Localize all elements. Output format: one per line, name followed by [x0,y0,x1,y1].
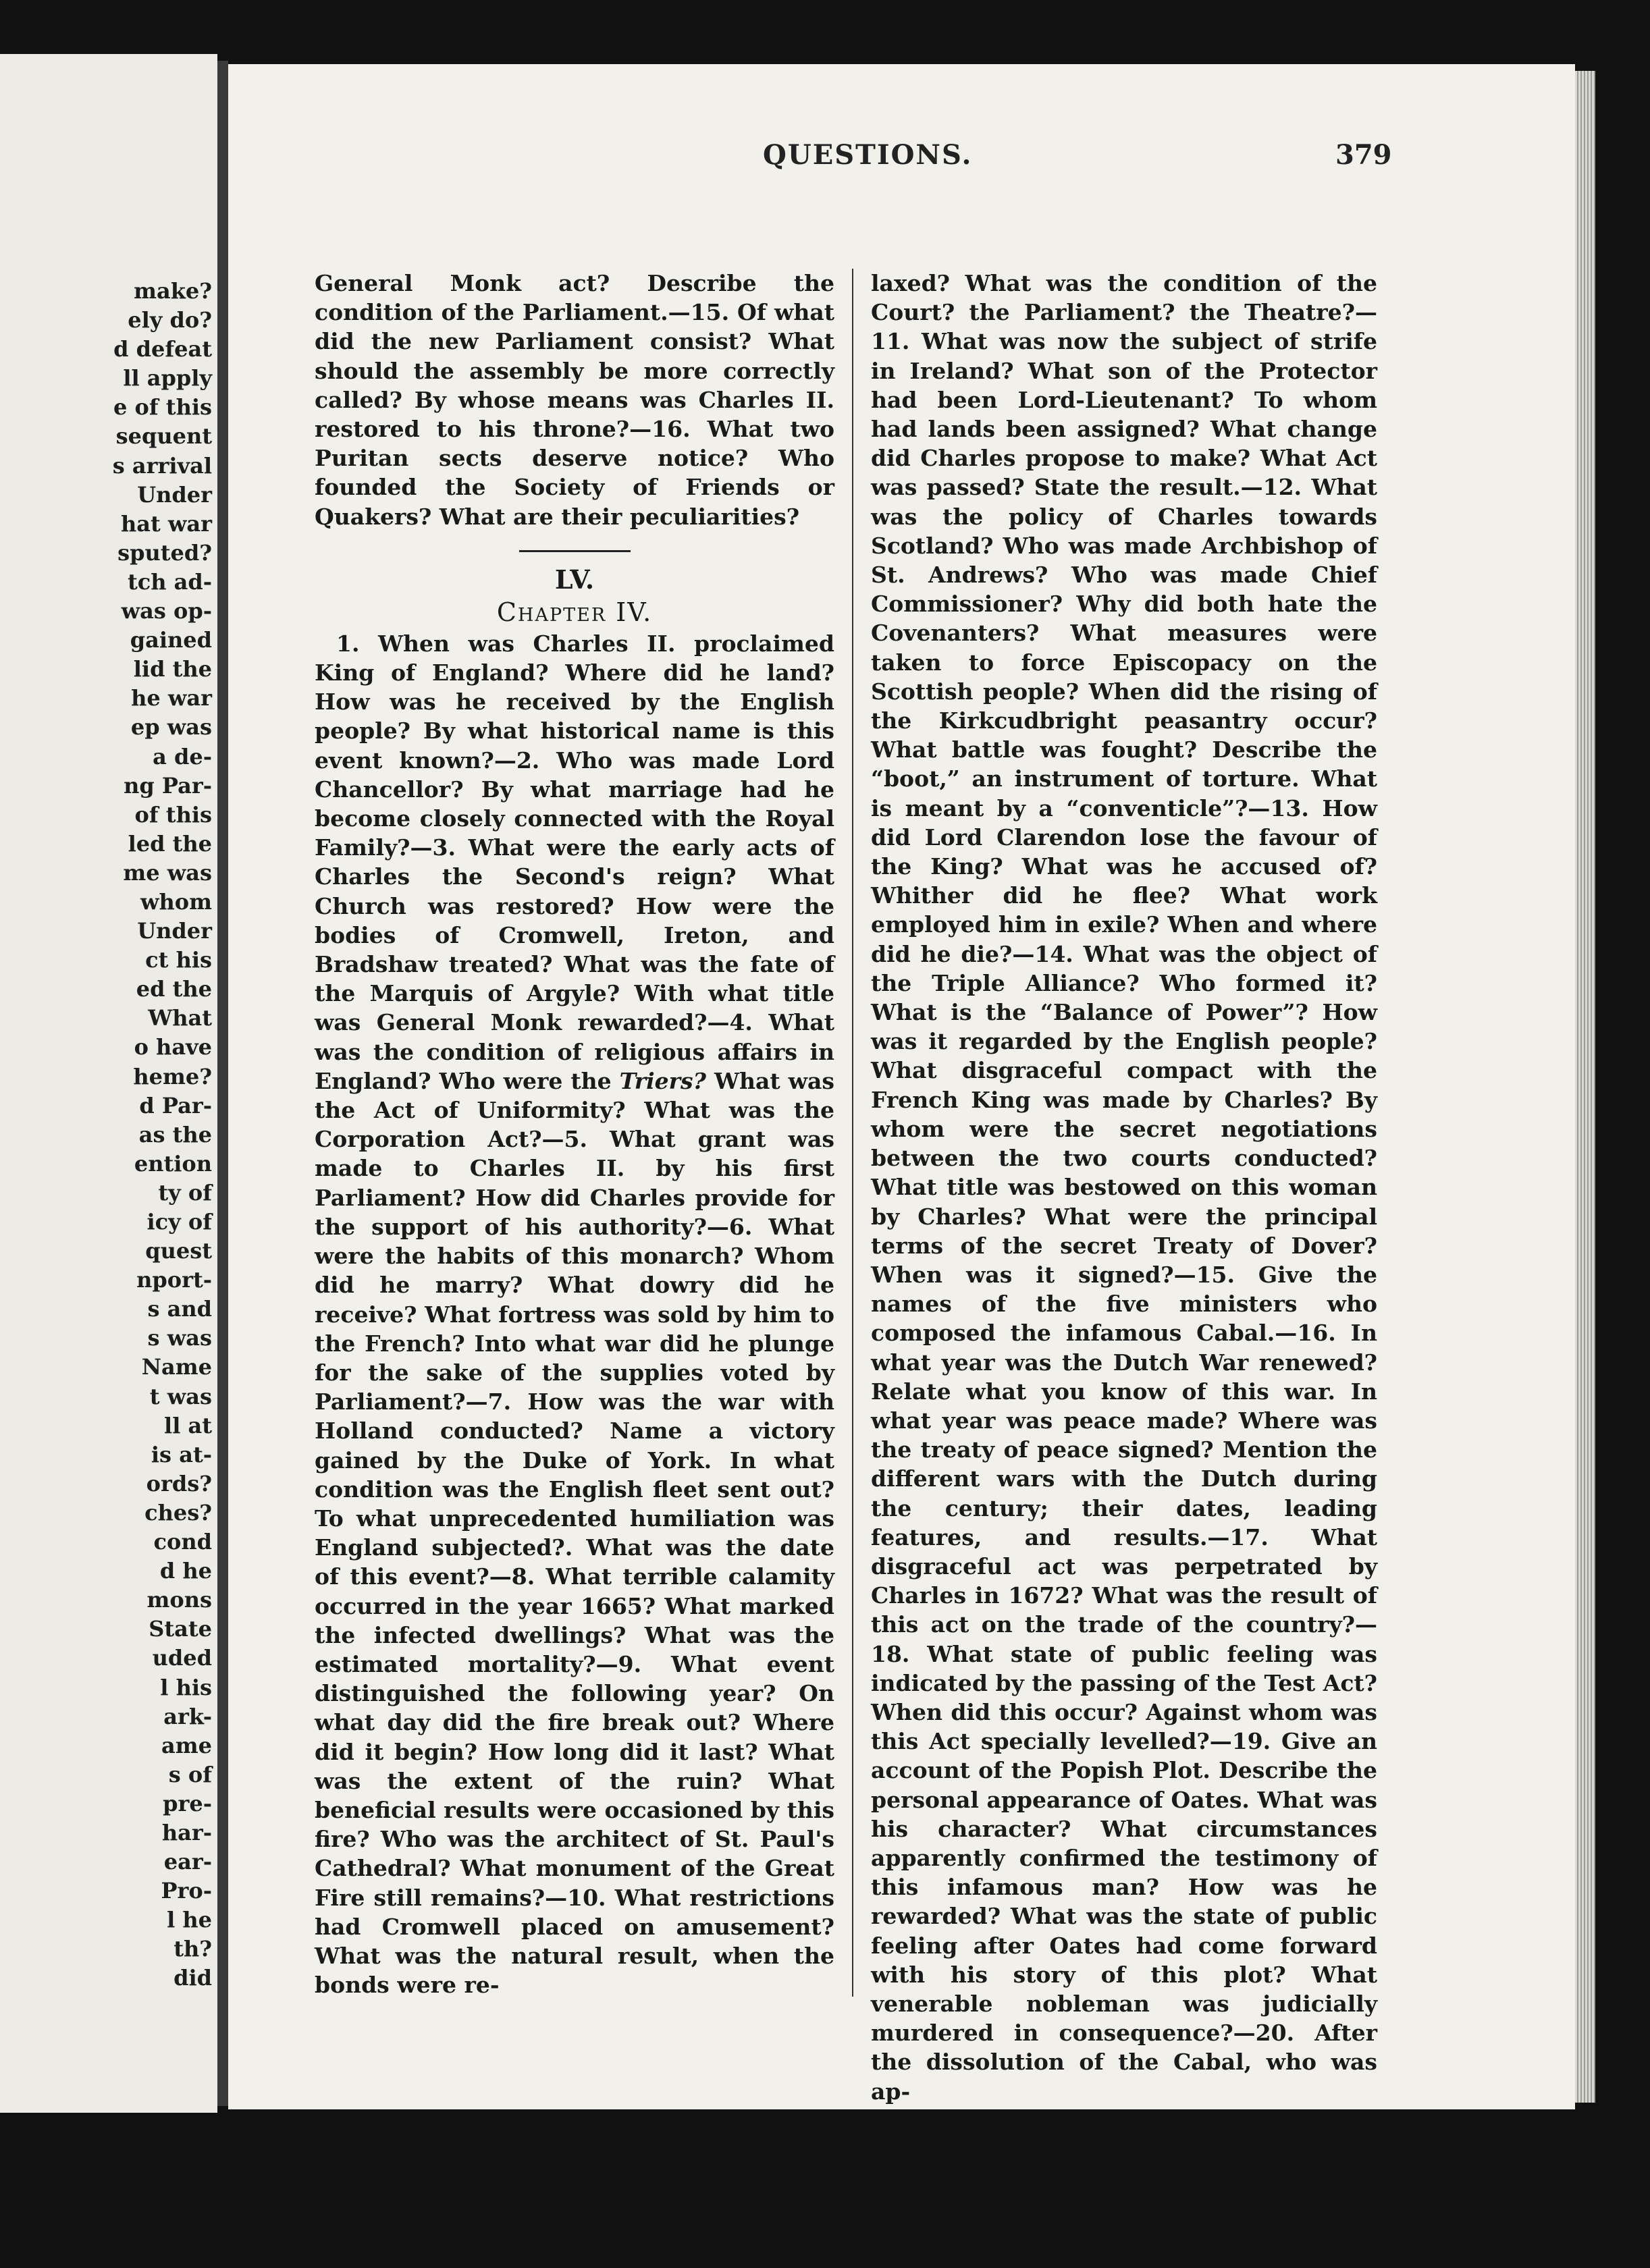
facing-page-line: sequent [115,423,212,450]
page-number: 379 [1335,139,1392,171]
facing-page-line: whom [140,888,212,915]
facing-page-line: l his [160,1674,212,1700]
facing-page-line: ll at [164,1412,212,1438]
facing-page-line: mons [147,1587,212,1613]
facing-page-line: icy of [147,1209,212,1235]
facing-page-line: ention [134,1150,212,1177]
facing-page-line: d Par- [139,1092,212,1118]
facing-page-line: he war [131,685,212,711]
facing-page-line: ely do? [128,307,212,333]
text-column-left [315,269,834,1999]
section-divider [519,550,631,552]
facing-page-line: of this [134,801,212,828]
questions-part-1: 1. When was Charles II. proclaimed King of England? Where did he land? How was he received by the English people? By what historical name is this event known?—2. Who was made Lord Chancellor? By what marriage had he become closely connected with the Royal Family?—3. What were the early acts of Charles the Second's reign? What Church was restored? How were the bodies of Cromwell, Ireton, and Bradshaw treated? What was the fate of the Marquis of Argyle? With what title was General Monk rewarded?—4. What was the condition of religious affairs in England? Who were the [315,630,834,1094]
facing-page-line: nport- [136,1267,212,1293]
section-number: LV. [554,564,595,595]
facing-page-fragment [0,54,217,2113]
facing-page-line: lid the [133,656,212,682]
text-column-right [871,269,1377,2106]
facing-page-line: ed the [136,976,212,1002]
facing-page-line: State [149,1616,212,1642]
facing-page-line: ches? [144,1499,212,1526]
running-head: QUESTIONS. [763,139,973,171]
facing-page-line: s of [168,1761,212,1787]
facing-page-line: cond [153,1529,212,1555]
facing-page-line: ear- [163,1849,212,1875]
chapter-heading: Chapter IV. [496,597,653,627]
facing-page-line: hat war [120,510,212,537]
facing-page-line: d he [159,1558,212,1584]
facing-page-text [9,277,212,1993]
facing-page-line: e of this [113,394,212,421]
facing-page-line: ark- [163,1703,212,1729]
facing-page-line: d defeat [113,336,212,362]
book-gutter [217,61,228,2106]
triers-term: Triers? [619,1067,706,1094]
facing-page-line: ep was [130,714,212,740]
chapter-questions [315,629,834,2000]
facing-page-line: Under [137,481,212,508]
facing-page-line: har- [161,1819,212,1845]
facing-page-line: heme? [133,1063,212,1089]
facing-page-line: is at- [151,1441,212,1467]
facing-page-line: ll apply [123,365,212,392]
facing-page-line: make? [134,278,212,304]
facing-page-line: t was [149,1383,212,1409]
facing-page-line: me was [123,859,212,886]
facing-page-line: th? [174,1936,212,1962]
facing-page-line: tch ad- [127,568,212,595]
facing-page-line: Pro- [161,1878,212,1904]
facing-page-line: l he [167,1907,212,1933]
facing-page-line: as the [138,1121,212,1148]
facing-page-line: was op- [121,598,212,624]
facing-page-line: uded [152,1645,212,1671]
facing-page-line: s arrival [112,452,212,479]
facing-page-line: What [148,1005,212,1031]
facing-page-line: o have [134,1034,212,1060]
facing-page-line: a de- [153,743,212,770]
facing-page-line: gained [130,627,212,653]
facing-page-line: did [174,1965,212,1991]
facing-page-line: s was [147,1325,212,1351]
facing-page-line: ame [161,1732,212,1758]
facing-page-line: quest [145,1238,212,1264]
facing-page-line: ng Par- [124,772,212,799]
facing-page-line: ty of [158,1179,212,1206]
facing-page-line: sputed? [117,539,212,566]
column-rule [852,269,853,1997]
facing-page-line: Under [137,918,212,944]
page-edges [1575,71,1595,2103]
facing-page-line: s and [147,1296,212,1322]
paragraph-continuation: General Monk act? Describe the condition of the Parliament.—15. Of what did the new Parliament consist? What should the assembly be more correctly called? By whose means was Charles II. restored to his throne?—16. What two Puritan sects deserve notice? Who founded the Society of Friends or Quakers? What are their peculiarities? [315,270,834,530]
facing-page-line: ct his [145,947,212,973]
paragraph-continuation-right: laxed? What was the condition of the Court? the Parliament? the Theatre?—11. What was now the subject of strife in Ireland? What son of the Protector had been Lord-Lieutenant? To whom had lands been assigned? What change did Charles propose to make? What Act was passed? State the result.—12. What was the policy of Charles towards Scotland? Who was made Archbishop of St. Andrews? Who was made Chief Commissioner? Why did both hate the Covenanters? What measures were taken to force Episcopacy on the Scottish people? When did the rising of the Kirkcudbright peasantry occur? What battle was fought? Describe the “boot,” an instrument of torture. What is meant by a “conventicle”?—13. How did Lord Clarendon lose the favour of the King? What was he accused of? Whither did he flee? What work employed him in exile? When and where did he die?—14. What was the object of the Triple Alliance? Who formed it? What is the “Balance of Power”? How was it regarded by the English people? What disgraceful compact with the French King was made by Charles? By whom were the secret negotiations between the two courts conducted? What title was bestowed on this woman by Charles? What were the principal terms of the secret Treaty of Dover? When was it signed?—15. Give the names of the five ministers who composed the infamous Cabal.—16. In what year was the Dutch War renewed? Relate what you know of this war. In what year was peace made? Where was the treaty of peace signed? Mention the different wars with the Dutch during the century; their dates, leading features, and results.—17. What disgraceful act was perpetrated by Charles in 1672? What was the result of this act on the trade of the country?—18. What state of public feeling was indicated by the passing of the Test Act? When did this occur? Against whom was this Act specially levelled?—19. Give an account of the Popish Plot. Describe the personal appearance of Oates. What was his character? What circumstances apparently confirmed the testimony of this infamous man? How was he rewarded? What was the state of public feeling after Oates had come forward with his story of this plot? What venerable nobleman was judicially murdered in consequence?—20. After the dissolution of the Cabal, who was ap- [871,270,1377,2105]
questions-part-2: What was the Act of Uniformity? What was the Corporation Act?—5. What grant was made to Charles II. by his first Parliament? How did Charles provide for the support of his authority?—6. What were the habits of this monarch? Whom did he marry? What dowry did he receive? What fortress was sold by him to the French? Into what war did he plunge for the sake of the supplies voted by Parliament?—7. How was the war with Holland conducted? Name a victory gained by the Duke of York. In what condition was the English fleet sent out? To what unprecedented humiliation was England subjected?. What was the date of this event?—8. What terrible calamity occurred in the year 1665? What marked the infected dwellings? What was the estimated mortality?—9. What event distinguished the following year? On what day did the fire break out? Where did it begin? How long did it last? What was the extent of the ruin? What beneficial results were occasioned by this fire? Who was the architect of St. Paul's Cathedral? What monument of the Great Fire still remains?—10. What restrictions had Cromwell placed on amusement? What was the natural result, when the bonds were re- [315,1067,835,1999]
facing-page-line: pre- [163,1790,212,1816]
facing-page-line: led the [128,830,212,857]
facing-page-line: Name [141,1354,212,1380]
facing-page-line: ords? [146,1470,212,1496]
